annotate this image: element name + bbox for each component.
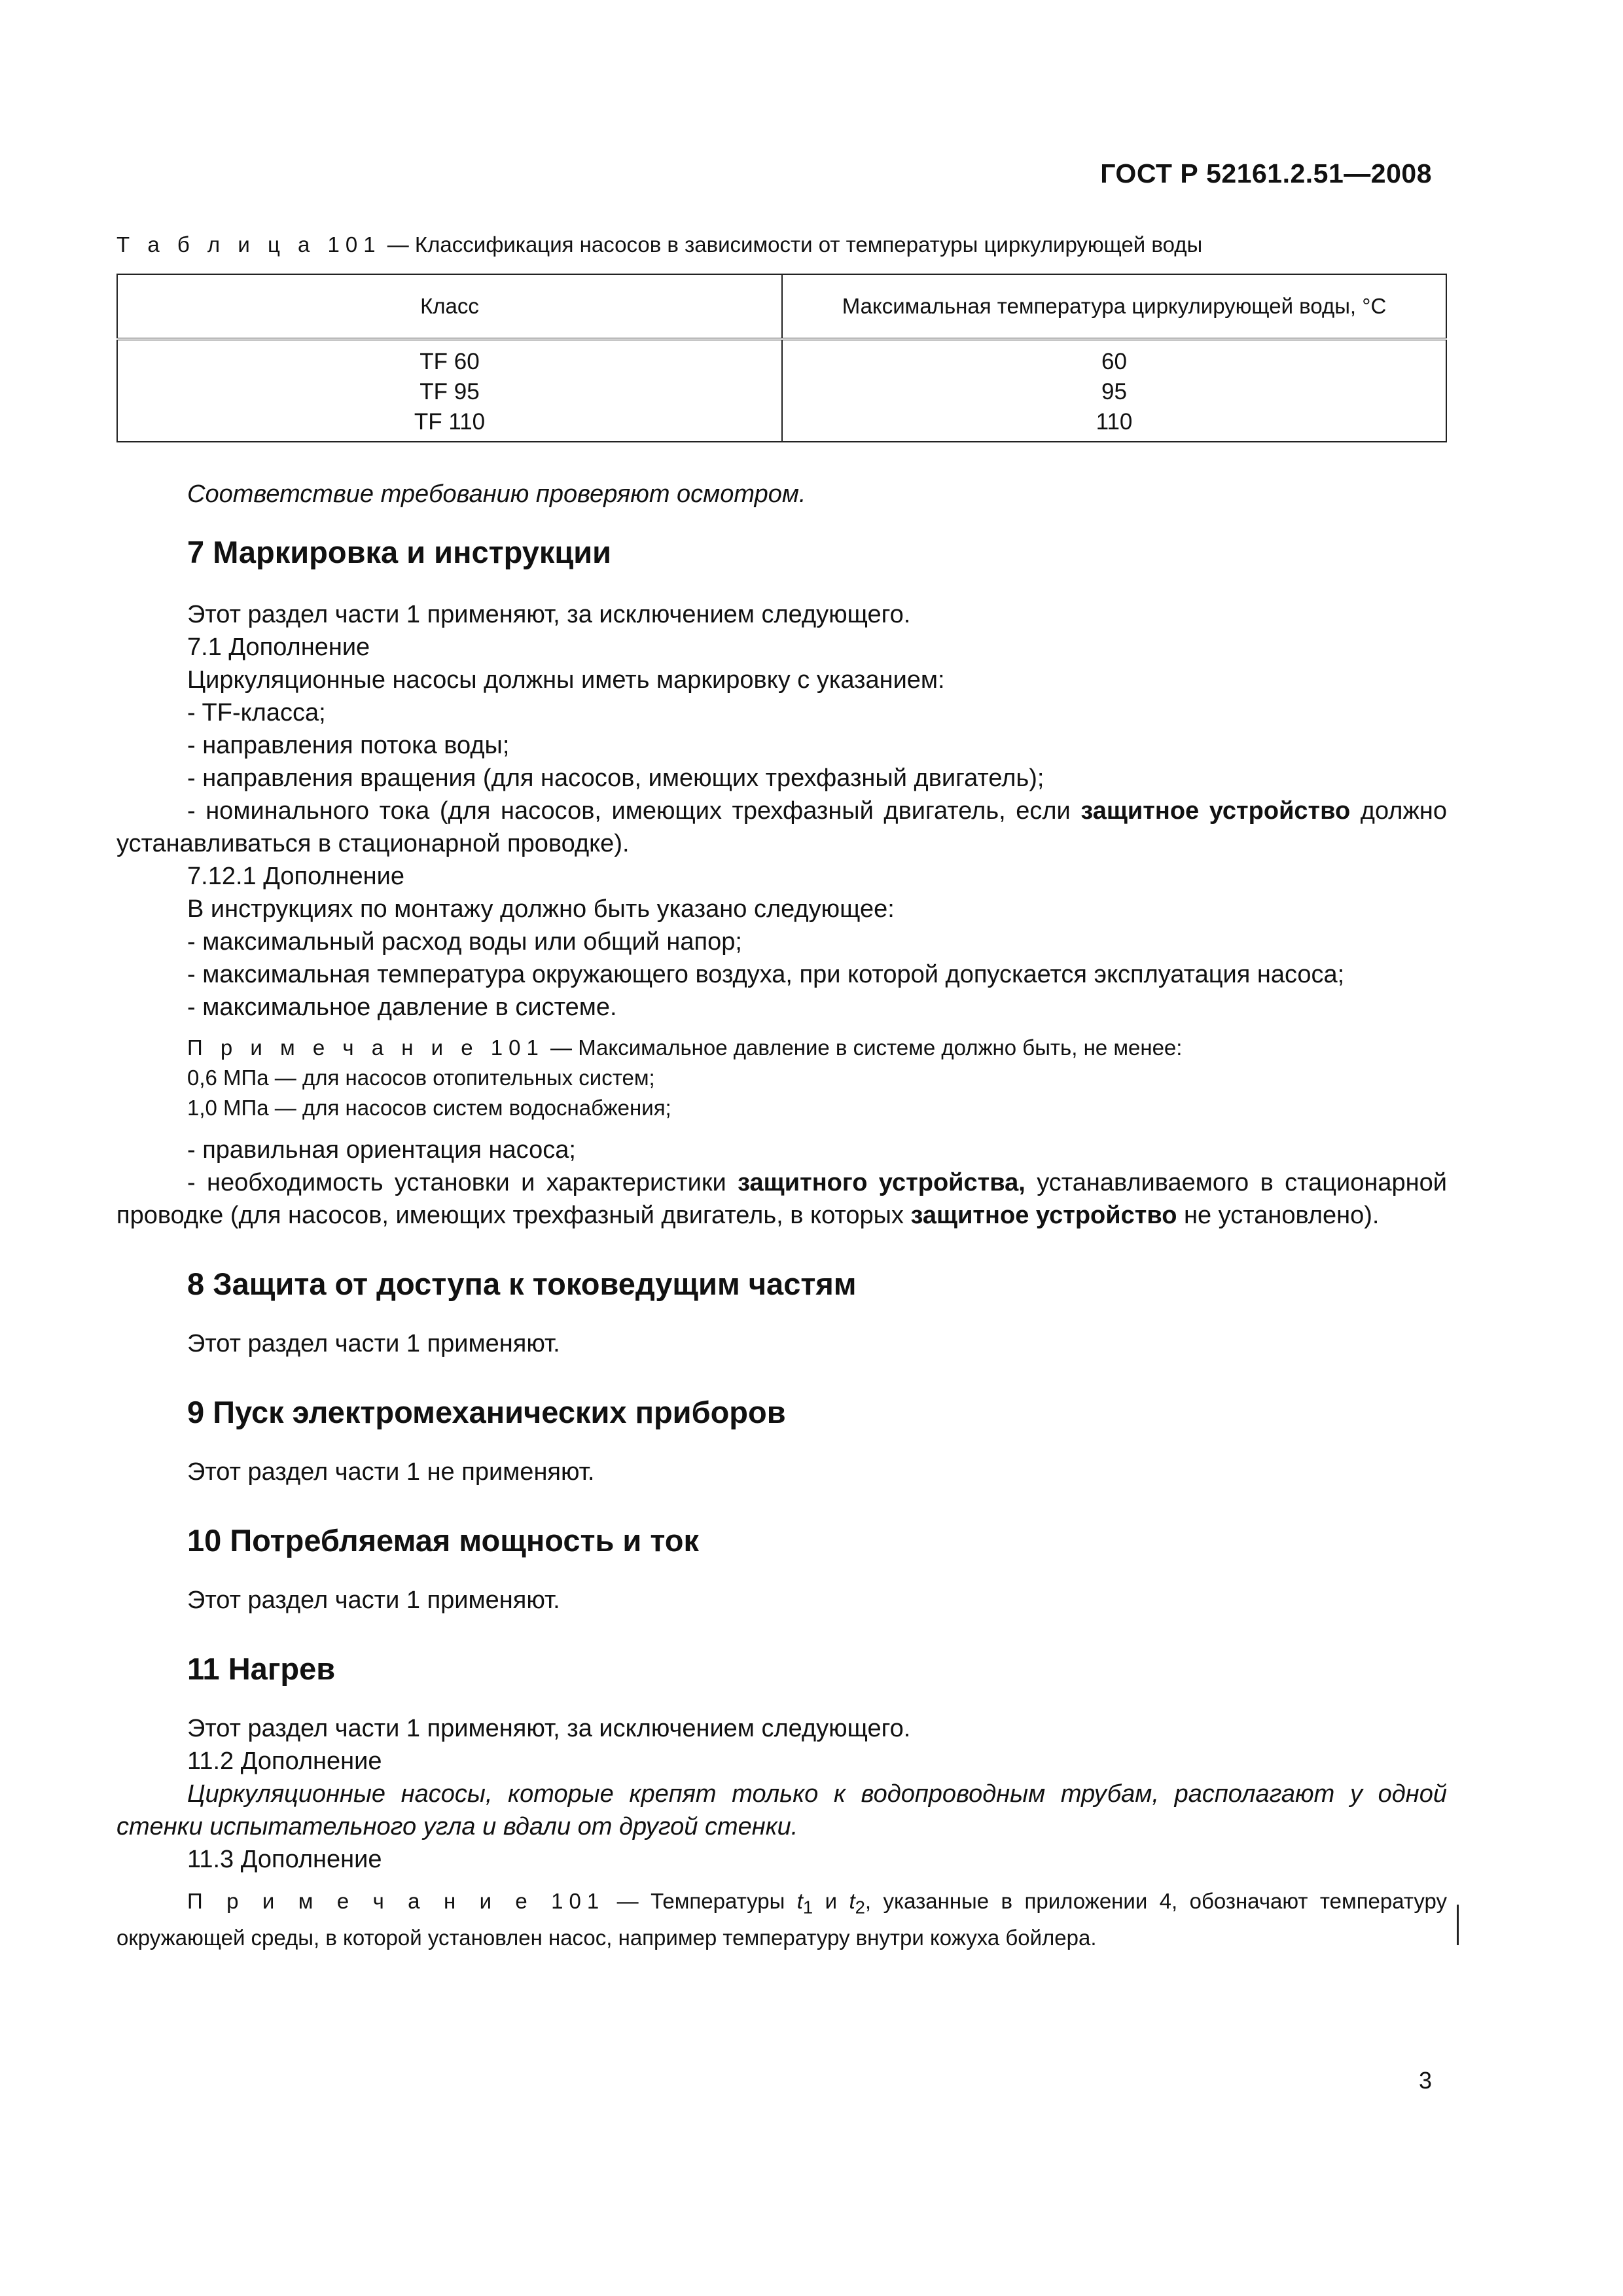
mounting-text: Циркуляционные насосы, которые крепят только к водопроводным трубам, располагают у одной стенки испытательного угла и вдали от другой стенки. (116, 1780, 1447, 1840)
text-run: не установлено). (1177, 1202, 1380, 1229)
term-protective-device: защитного устройства, (738, 1169, 1026, 1196)
table-caption (116, 230, 1445, 259)
note-text (116, 1033, 1447, 1063)
temp-value: 110 (1096, 409, 1133, 435)
revision-bar (1457, 1905, 1459, 1945)
column-header-max-temp: Максимальная температура циркулирующей воды, °С (782, 274, 1446, 339)
section-8-heading: 8 Защита от доступа к токоведущим частям (187, 1266, 857, 1301)
after-table-text: Соответствие требованию проверяют осмотром. (187, 480, 806, 508)
subsection-7-12-1: 7.12.1 Дополнение (187, 863, 405, 890)
instruction-item: - правильная ориентация насоса; (187, 1136, 576, 1164)
marking-item: - TF-класса; (187, 699, 326, 726)
page-number: 3 (1418, 2067, 1432, 2094)
section-11-heading: 11 Нагрев (187, 1651, 336, 1686)
marking-item-rated-current (116, 795, 1447, 860)
standard-number: ГОСТ Р 52161.2.51—2008 (1100, 158, 1432, 188)
note-line: 0,6 МПа — для насосов отопительных систем; (187, 1066, 655, 1090)
note-label: П р и м е ч а н и е 101 (187, 1889, 605, 1913)
column-header-class: Класс (117, 274, 782, 339)
subscript: 1 (802, 1897, 813, 1918)
section-9-text: Этот раздел части 1 не применяют. (187, 1458, 595, 1486)
text-run: должно устанавливаться в стационарной проводке). (116, 797, 1447, 857)
note-label: П р и м е ч а н и е 101 (187, 1035, 544, 1060)
text-run: , указанные в приложении 4, обозначают температуру окружающей среды, в которой установлен насос, например температуру внутри кожуха бойлера. (116, 1889, 1447, 1950)
instruction-item: - максимальная температура окружающего воздуха, при которой допускается эксплуатация насоса; (187, 961, 1345, 988)
section-8-text: Этот раздел части 1 применяют. (187, 1330, 560, 1357)
instruction-item-protective-device (116, 1166, 1447, 1232)
symbol-t1: t (796, 1889, 803, 1913)
text-run: - необходимость установки и характеристики (187, 1169, 738, 1196)
document-body (116, 478, 1447, 1953)
section-10-heading: 10 Потребляемая мощность и ток (187, 1523, 700, 1558)
temp-cell (782, 339, 1446, 442)
section-7-heading: 7 Маркировка и инструкции (187, 535, 612, 569)
instruction-item: - максимальный расход воды или общий напор; (187, 928, 742, 956)
note-101-pressure (116, 1033, 1447, 1123)
subsection-7-1: 7.1 Дополнение (187, 634, 370, 661)
subsection-11-2: 11.2 Дополнение (187, 1748, 382, 1775)
instructions-intro: В инструкциях по монтажу должно быть указано следующее: (187, 895, 895, 923)
text-run: - номинального тока (для насосов, имеющих трехфазный двигатель, если (187, 797, 1081, 825)
section-11-intro: Этот раздел части 1 применяют, за исключением следующего. (187, 1715, 911, 1742)
class-cell (117, 339, 782, 442)
pump-class-table (116, 274, 1447, 442)
marking-item: - направления вращения (для насосов, имеющих трехфазный двигатель); (187, 764, 1044, 792)
text-run: — Максимальное давление в системе должно быть, не менее: (544, 1035, 1183, 1060)
term-protective-device: защитное устройство (910, 1202, 1177, 1229)
table-caption-text: — Классификация насосов в зависимости от температуры циркулирующей воды (381, 232, 1203, 257)
subscript: 2 (855, 1897, 865, 1918)
class-value: TF 110 (414, 409, 486, 435)
section-7-intro: Этот раздел части 1 применяют, за исключением следующего. (187, 601, 911, 628)
class-value: TF 95 (419, 379, 480, 404)
note-101-temperatures (116, 1886, 1447, 1953)
text-run: устанавливаемого в стационарной проводке (для насосов, имеющих трехфазный двигатель, в которых (116, 1169, 1447, 1229)
table-caption-label: Т а б л и ц а 101 (116, 232, 382, 257)
section-10-text: Этот раздел части 1 применяют. (187, 1587, 560, 1614)
symbol-t2: t (849, 1889, 855, 1913)
marking-item: - направления потока воды; (187, 732, 510, 759)
subsection-11-3: 11.3 Дополнение (187, 1846, 382, 1873)
text-run: и (813, 1889, 849, 1913)
class-value: TF 60 (419, 349, 480, 374)
temp-value: 95 (1101, 379, 1127, 404)
temp-value: 60 (1101, 349, 1127, 374)
note-line: 1,0 МПа — для насосов систем водоснабжения; (187, 1096, 671, 1120)
text-run: — Температуры (605, 1889, 797, 1913)
marking-intro: Циркуляционные насосы должны иметь маркировку с указанием: (187, 666, 945, 694)
instruction-item: - максимальное давление в системе. (187, 994, 617, 1021)
section-9-heading: 9 Пуск электромеханических приборов (187, 1395, 786, 1429)
term-protective-device: защитное устройство (1080, 797, 1351, 825)
